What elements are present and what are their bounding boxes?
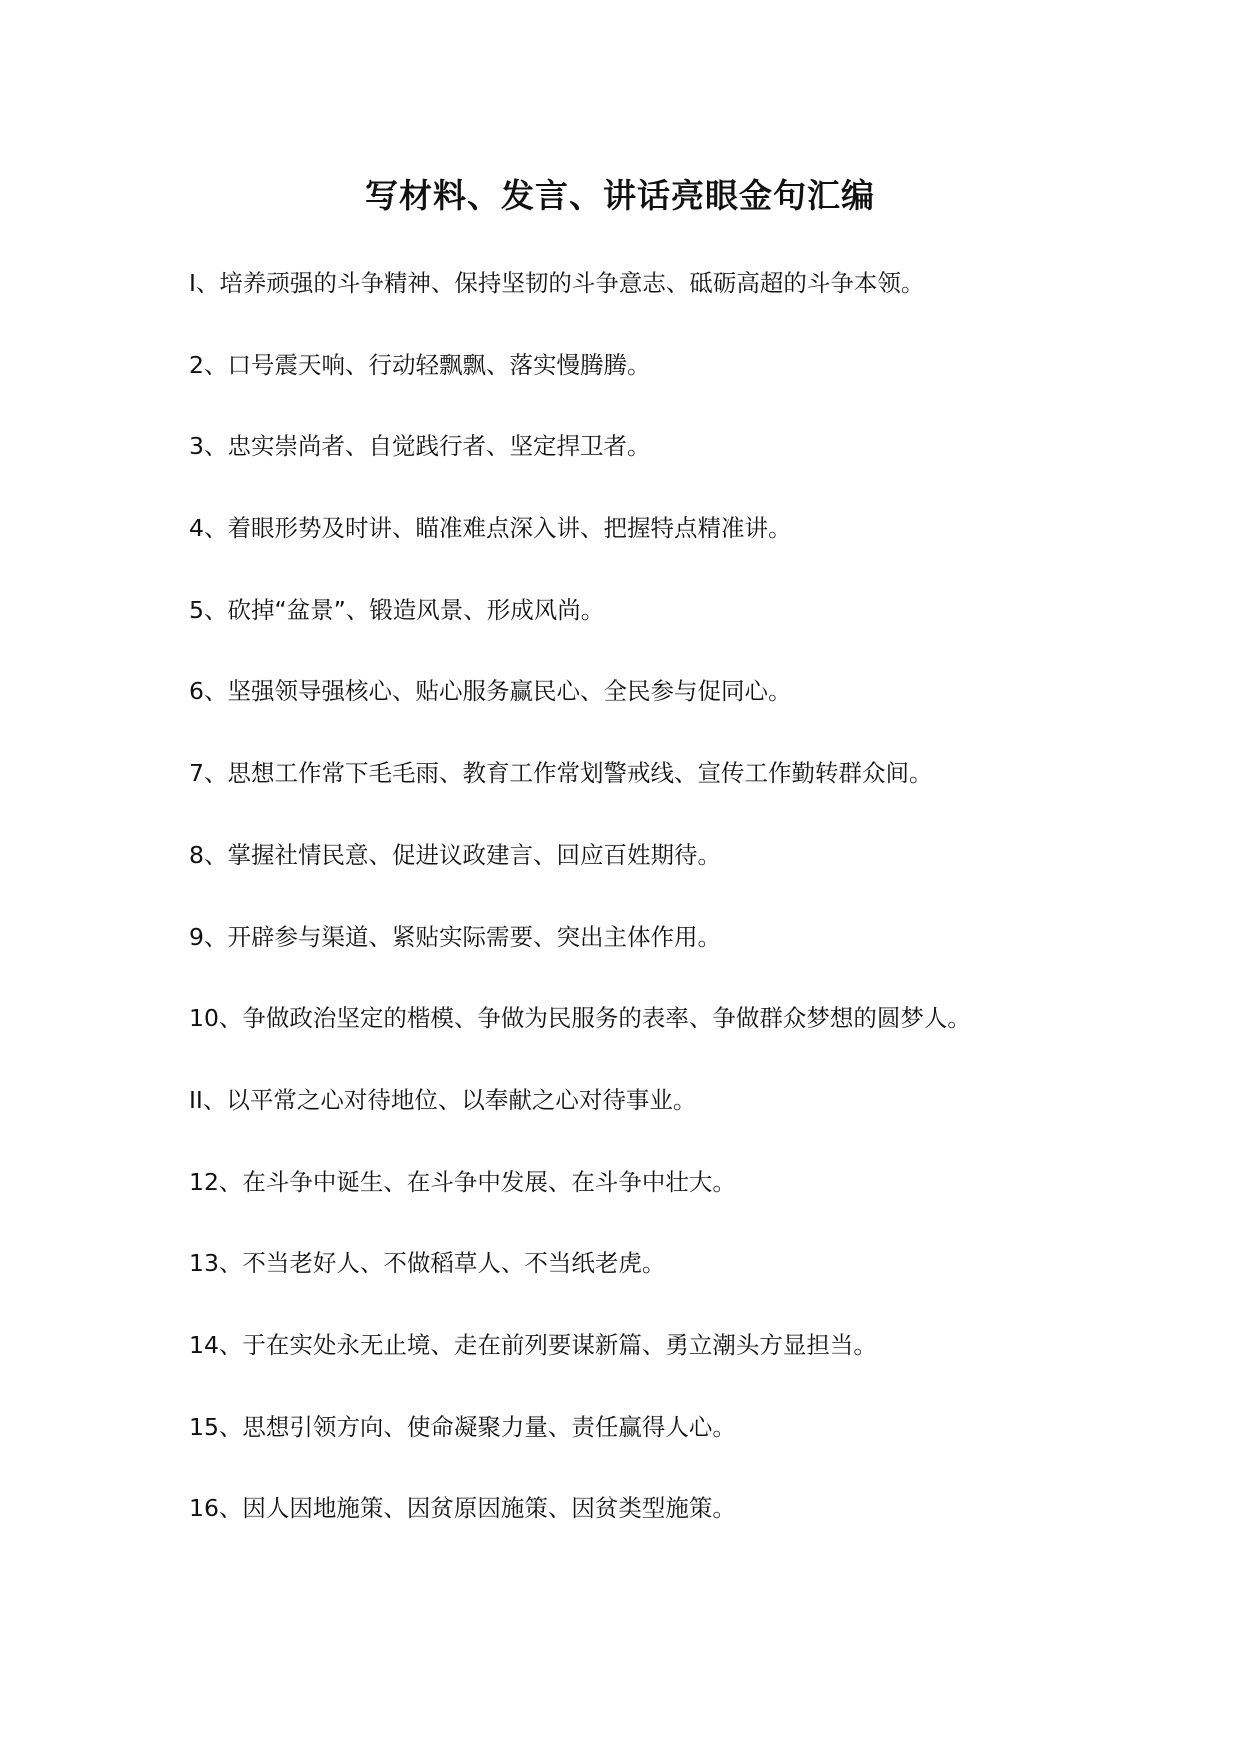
quote-list — [189, 262, 971, 1569]
quote-item: 13、不当老好人、不做稻草人、不当纸老虎。 — [189, 1249, 666, 1278]
quote-item: 3、忠实崇尚者、自觉践行者、坚定捍卫者。 — [189, 432, 651, 461]
quote-item: 7、思想工作常下毛毛雨、教育工作常划警戒线、宣传工作勤转群众间。 — [189, 759, 933, 788]
document-title: 写材料、发言、讲话亮眼金句汇编 — [365, 176, 875, 215]
quote-item: II、以平常之心对待地位、以奉献之心对待事业。 — [189, 1085, 697, 1114]
quote-item: 14、于在实处永无止境、走在前列要谋新篇、勇立潮头方显担当。 — [189, 1330, 877, 1359]
quote-item: 10、争做政治坚定的楷模、争做为民服务的表率、争做群众梦想的圆梦人。 — [189, 1004, 971, 1033]
quote-item: 4、着眼形势及时讲、瞄准难点深入讲、把握特点精准讲。 — [189, 514, 792, 543]
quote-item: 6、坚强领导强核心、贴心服务赢民心、全民参与促同心。 — [189, 677, 792, 706]
quote-item: I、培养顽强的斗争精神、保持坚韧的斗争意志、砥砺高超的斗争本领。 — [189, 269, 925, 297]
quote-item: 9、开辟参与渠道、紧贴实际需要、突出主体作用。 — [189, 922, 721, 951]
quote-item: 8、掌握社情民意、促进议政建言、回应百姓期待。 — [189, 840, 721, 869]
quote-item: 5、砍掉“盆景”、锻造风景、形成风尚。 — [189, 595, 605, 624]
quote-item: 16、因人因地施策、因贫原因施策、因贫类型施策。 — [189, 1494, 736, 1523]
quote-item: 12、在斗争中诞生、在斗争中发展、在斗争中壮大。 — [189, 1167, 736, 1196]
quote-item: 2、口号震天响、行动轻飘飘、落实慢腾腾。 — [189, 350, 651, 379]
quote-item: 15、思想引领方向、使命凝聚力量、责任赢得人心。 — [189, 1412, 736, 1441]
